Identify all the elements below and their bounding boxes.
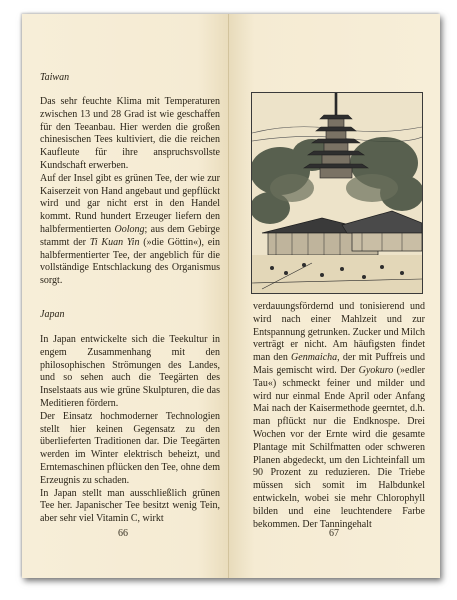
left-content-bottom [40, 334, 220, 526]
right-page [229, 14, 440, 578]
page-number-right: 67 [329, 528, 339, 539]
heading-japan: Japan [40, 309, 65, 320]
paragraph-tea-culture: In Japan entwickelte sich die Teekultur in engem Zusammenhang mit den philosophischen Strömungen des Landes, und so sehen auch die Teegärten des Inselstaats aus wie grüne Skulpturen, die das Meditieren fördern. [40, 334, 220, 409]
text-span: ; aus dem Gebirge stammt der [40, 223, 220, 248]
pagoda-illustration [251, 92, 423, 294]
paragraph-green-tea-japan: In Japan stellt man ausschließlich grünen Tee her. Japanischer Tee besitzt wenig Tein, aber sehr viel Vitamin C, wirkt [40, 487, 220, 525]
paragraph-continued [253, 301, 425, 531]
term-gyokuro: Gyokuro [358, 364, 394, 376]
left-page [22, 14, 229, 578]
right-content [253, 301, 425, 531]
text-span: (»edler Tau«) schmeckt feiner und milder und wird nur einmal Ende April oder Anfang Mai nach der Kaisermethode geerntet, d.h. man pflückt nur die Endknospe. Drei Wochen vor der Ernte wird die gesamte Plantage mit Schilfmatten oder schweren Planen abgedeckt, um den Lichteinfall um 90 Prozent zu reduzieren. Die Triebe müssen sich somit im Halbdunkel entwickeln, wobei sie mehr Chlorophyll bilden und eine leuchtendere Farbe bekommen. Der Tanningehalt [253, 364, 425, 530]
left-content-top [40, 96, 220, 288]
text-span: Auf der Insel gibt es grünen Tee, der wie zur Kaiserzeit von Hand angebaut und gepflückt wird und gar nicht erst in den Handel kommt. Rund hundert Erzeuger liefern den halbfermentierten [40, 172, 220, 235]
heading-taiwan: Taiwan [40, 72, 70, 83]
page-number-left: 66 [118, 528, 128, 539]
text-span: verdauungsfördernd und tonisierend und wird nach einer Mahlzeit und zur Entspannung getrunken. Zucker und Milch verträgt er nicht. Am häufigsten findet man den [253, 301, 425, 364]
term-ti-kuan-yin: Ti Kuan Yin [89, 236, 140, 248]
text-span: , der mit Puffreis und Mais gemischt wird. Der [253, 352, 425, 376]
paragraph-technology: Der Einsatz hochmoderner Technologien stellt hier keinen Gegensatz zu den überlieferten Traditionen dar. Die Teegärten werden im Winter elektrisch beheizt, und Erntemaschinen pflücken den Tee, ohne dem Erzeugnis zu schaden. [40, 410, 220, 486]
book-spread [22, 14, 440, 578]
term-oolong: Oolong [114, 223, 145, 235]
paragraph-green-tea [40, 173, 220, 288]
text-span: (»die Göttin«), ein halbfermentierter Tee, der angeblich für die vollständige Entschlackung des Organismus sorgt. [40, 236, 221, 287]
term-genmaicha: Genmaicha [291, 352, 338, 364]
paragraph-climate: Das sehr feuchte Klima mit Temperaturen zwischen 13 und 28 Grad ist wie geschaffen für den Teeanbau. Hier werden die großen chinesischen Tees kultiviert, die die reichen Kaufleute für ihre anspruchsvollste Kundschaft erwerben. [40, 96, 220, 171]
